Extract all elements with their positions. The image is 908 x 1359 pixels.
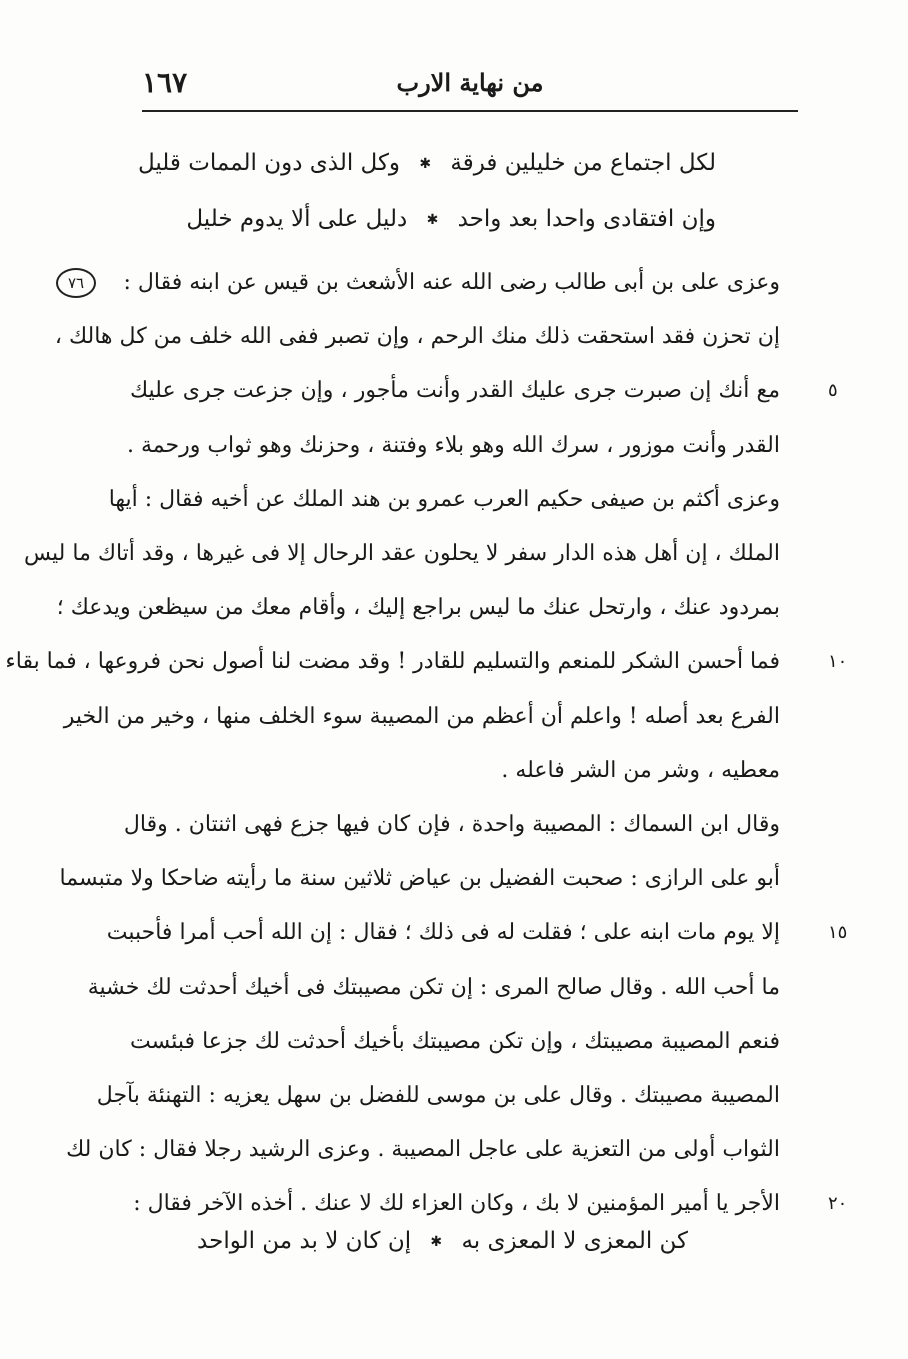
text-line: مع أنك إن صبرت جرى عليك القدر وأنت مأجور ، وإن جزعت جرى عليك [130, 378, 780, 403]
verse-hemistich-first: لكل اجتماع من خليلين فرقة [450, 150, 716, 176]
running-title: من نهاية الارب [396, 68, 544, 97]
verse-hemistich-second: دليل على ألا يدوم خليل [186, 206, 408, 232]
verse-hemistich-second: إن كان لا بد من الواحد [197, 1228, 412, 1254]
verse-line-bottom [197, 1228, 688, 1254]
text-line: المصيبة مصيبتك . وقال على بن موسى للفضل بن سهل يعزيه : التهنئة بآجل [96, 1083, 780, 1108]
text-line: ما أحب الله . وقال صالح المرى : إن تكن مصيبتك فى أخيك أحدثت لك خشية [87, 975, 780, 1000]
line-number: ١٥ [828, 922, 848, 943]
text-line: إن تحزن فقد استحقت ذلك منك الرحم ، وإن تصبر ففى الله خلف من كل هالك ، [54, 324, 780, 349]
page-header [142, 62, 798, 112]
verse-line-1 [138, 150, 716, 176]
text-line: فنعم المصيبة مصيبتك ، وإن تكن مصيبتك بأخيك أحدثت لك جزعا فبئست [130, 1029, 780, 1054]
line-number: ١٠ [828, 651, 848, 672]
verse-line-2 [186, 206, 716, 232]
text-line: الثواب أولى من التعزية على عاجل المصيبة . وعزى الرشيد رجلا فقال : كان لك [66, 1137, 780, 1162]
text-line: الفرع بعد أصله ! واعلم أن أعظم من المصيبة سوء الخلف منها ، وخير من الخير [63, 704, 780, 729]
verse-hemistich-second: وكل الذى دون الممات قليل [137, 150, 401, 176]
verse-separator: ✱ [430, 1234, 443, 1250]
text-line: إلا يوم مات ابنه على ؛ فقلت له فى ذلك ؛ فقال : إن الله أحب أمرا فأحببت [106, 920, 780, 945]
text-line: وعزى أكثم بن صيفى حكيم العرب عمرو بن هند الملك عن أخيه فقال : أيها [108, 487, 780, 512]
text-line: فما أحسن الشكر للمنعم والتسليم للقادر ! وقد مضت لنا أصول نحن فروعها ، فما بقاء [5, 649, 780, 674]
text-line: معطيه ، وشر من الشر فاعله . [501, 758, 780, 783]
margin-marker: ٧٦ [56, 268, 96, 298]
text-line: وعزى على بن أبى طالب رضى الله عنه الأشعث بن قيس عن ابنه فقال : [123, 270, 780, 295]
text-line: بمردود عنك ، وارتحل عنك ما ليس براجع إليك ، وأقام معك من سيظعن ويدعك ؛ [56, 595, 780, 620]
page-number: ١٦٧ [142, 66, 188, 99]
text-line: وقال ابن السماك : المصيبة واحدة ، فإن كان فيها جزع فهى اثنتان . وقال [123, 812, 780, 837]
text-line: القدر وأنت موزور ، سرك الله وهو بلاء وفتنة ، وحزنك وهو ثواب ورحمة . [127, 433, 780, 458]
verse-separator: ✱ [426, 212, 439, 228]
text-line: أبو على الرازى : صحبت الفضيل بن عياض ثلاثين سنة ما رأيته ضاحكا ولا متبسما [59, 866, 780, 891]
line-number: ٢٠ [828, 1193, 848, 1214]
verse-hemistich-first: كن المعزى لا المعزى به [461, 1228, 688, 1254]
text-line: الأجر يا أمير المؤمنين لا بك ، وكان العزاء لك لا عنك . أخذه الآخر فقال : [133, 1191, 780, 1216]
verse-separator: ✱ [419, 156, 432, 172]
verse-hemistich-first: وإن افتقادى واحدا بعد واحد [457, 206, 716, 232]
line-number: ٥ [828, 380, 838, 401]
text-line: الملك ، إن أهل هذه الدار سفر لا يحلون عقد الرحال إلا فى غيرها ، وقد أتاك ما ليس [23, 541, 780, 566]
